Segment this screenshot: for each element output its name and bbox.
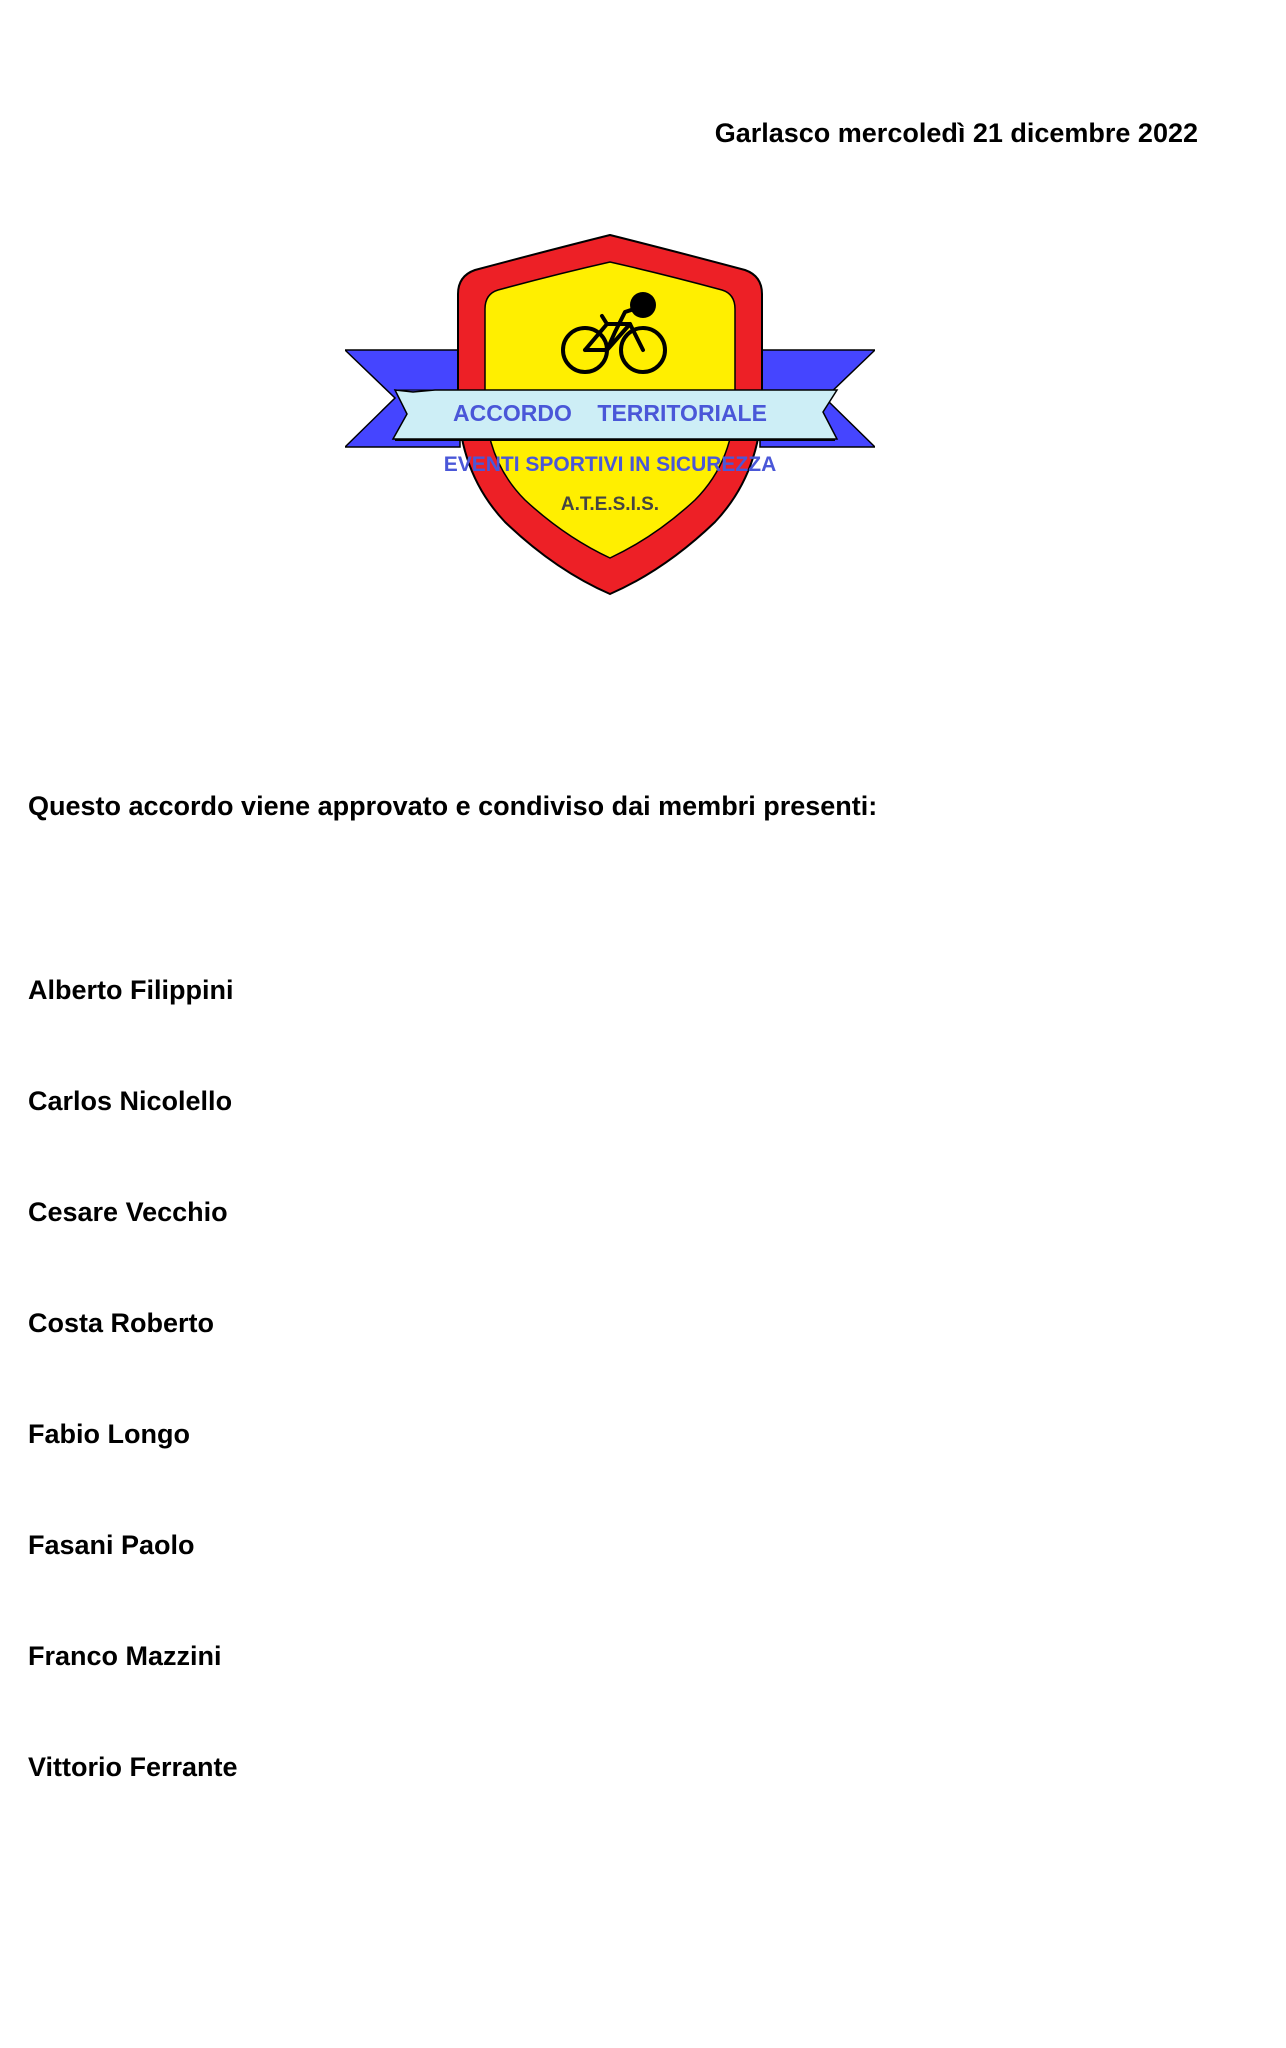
atesis-logo [345, 232, 875, 597]
ribbon-lower-band [395, 439, 835, 441]
member-name: Cesare Vecchio [28, 1197, 228, 1227]
member-name: Carlos Nicolello [28, 1086, 233, 1116]
member-name: Franco Mazzini [28, 1641, 222, 1671]
members-list [28, 973, 238, 1861]
member-name: Fabio Longo [28, 1419, 190, 1449]
date-line: Garlasco mercoledì 21 dicembre 2022 [714, 118, 1198, 148]
cyclist-head [630, 292, 656, 318]
member-name: Costa Roberto [28, 1308, 215, 1338]
member-name: Alberto Filippini [28, 975, 234, 1005]
logo-line1: ACCORDO TERRITORIALE [453, 400, 767, 426]
member-name: Vittorio Ferrante [28, 1752, 238, 1782]
logo-acronym: A.T.E.S.I.S. [560, 494, 660, 515]
intro-statement: Questo accordo viene approvato e condiviso dai membri presenti: [28, 791, 878, 821]
logo-line2: EVENTI SPORTIVI IN SICUREZZA [443, 453, 777, 476]
member-name: Fasani Paolo [28, 1530, 195, 1560]
